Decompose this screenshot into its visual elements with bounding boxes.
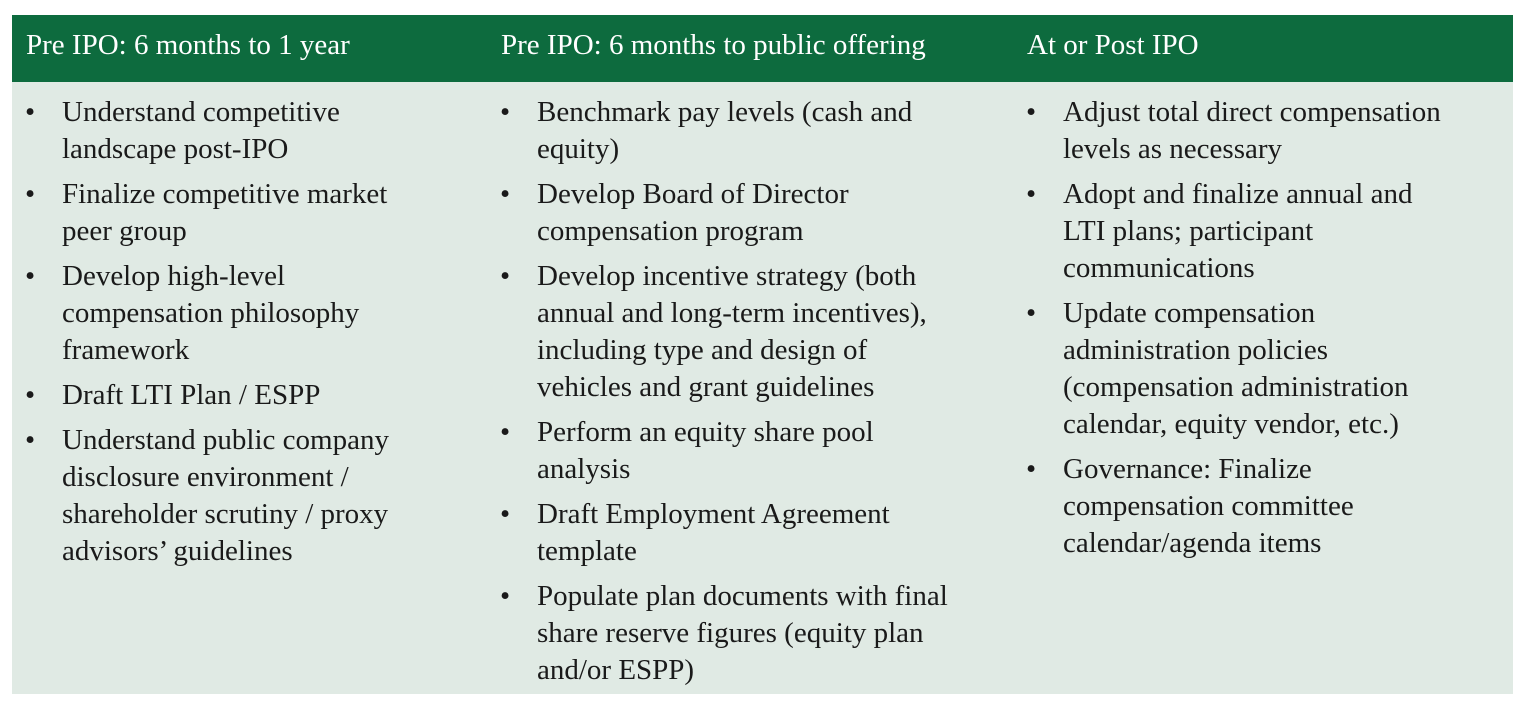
- list-item-line: levels as necessary: [1063, 133, 1283, 165]
- list-item-line: calendar, equity vendor, etc.): [1063, 408, 1399, 440]
- list-item-line: Draft Employment Agreement: [537, 498, 890, 530]
- list-item-line: compensation program: [537, 215, 804, 247]
- list-item: [500, 94, 1000, 168]
- list-item-line: Develop incentive strategy (both: [537, 260, 917, 292]
- table-body-row: [12, 82, 1513, 694]
- bullet-icon: •: [1026, 453, 1037, 485]
- column-pre-ipo-public-offering: [500, 94, 1000, 697]
- bullet-list: [500, 94, 1000, 689]
- list-item: [1026, 295, 1506, 443]
- list-item: [500, 578, 1000, 689]
- list-item: [1026, 94, 1506, 168]
- bullet-icon: •: [1026, 178, 1037, 210]
- bullet-icon: •: [25, 260, 36, 292]
- list-item-line: Develop high-level: [62, 260, 286, 292]
- list-item-line: compensation philosophy: [62, 297, 360, 329]
- list-item: [1026, 451, 1506, 562]
- list-item-line: Perform an equity share pool: [537, 416, 874, 448]
- list-item-line: analysis: [537, 453, 631, 485]
- list-item-line: framework: [62, 334, 190, 366]
- list-item: [1026, 176, 1506, 287]
- list-item: [500, 414, 1000, 488]
- list-item-line: Finalize competitive market: [62, 178, 388, 210]
- list-item: [25, 94, 465, 168]
- bullet-icon: •: [500, 498, 511, 530]
- list-item-line: administration policies: [1063, 334, 1328, 366]
- list-item-line: landscape post-IPO: [62, 133, 289, 165]
- bullet-icon: •: [25, 178, 36, 210]
- list-item: [25, 176, 465, 250]
- list-item-line: compensation committee: [1063, 490, 1354, 522]
- list-item: [25, 258, 465, 369]
- bullet-icon: •: [500, 178, 511, 210]
- list-item-line: Update compensation: [1063, 297, 1316, 329]
- bullet-list: [25, 94, 465, 570]
- list-item-line: Populate plan documents with final: [537, 580, 948, 612]
- list-item-line: and/or ESPP): [537, 654, 695, 686]
- list-item-line: (compensation administration: [1063, 371, 1409, 403]
- bullet-icon: •: [25, 424, 36, 456]
- list-item-line: Develop Board of Director: [537, 178, 849, 210]
- bullet-icon: •: [1026, 96, 1037, 128]
- bullet-icon: •: [500, 416, 511, 448]
- list-item-line: Governance: Finalize: [1063, 453, 1312, 485]
- list-item-line: Benchmark pay levels (cash and: [537, 96, 913, 128]
- bullet-icon: •: [500, 580, 511, 612]
- bullet-icon: •: [25, 379, 36, 411]
- header-at-or-post-ipo: At or Post IPO: [1027, 29, 1199, 61]
- list-item-line: Understand public company: [62, 424, 389, 456]
- list-item-line: Understand competitive: [62, 96, 340, 128]
- column-pre-ipo-1-year: [25, 94, 465, 578]
- list-item-line: equity): [537, 133, 620, 165]
- list-item-line: calendar/agenda items: [1063, 527, 1322, 559]
- list-item: [500, 496, 1000, 570]
- list-item: [500, 258, 1000, 406]
- list-item-line: Adopt and finalize annual and: [1063, 178, 1413, 210]
- list-item-line: advisors’ guidelines: [62, 535, 293, 567]
- list-item-line: shareholder scrutiny / proxy: [62, 498, 389, 530]
- list-item: [500, 176, 1000, 250]
- list-item-line: communications: [1063, 252, 1255, 284]
- list-item-line: annual and long-term incentives),: [537, 297, 927, 329]
- list-item: [25, 377, 465, 414]
- bullet-icon: •: [25, 96, 36, 128]
- header-pre-ipo-public-offering: Pre IPO: 6 months to public offering: [501, 29, 926, 61]
- list-item-line: including type and design of: [537, 334, 868, 366]
- list-item-line: Adjust total direct compensation: [1063, 96, 1441, 128]
- list-item-line: LTI plans; participant: [1063, 215, 1314, 247]
- bullet-icon: •: [500, 96, 511, 128]
- list-item-line: vehicles and grant guidelines: [537, 371, 875, 403]
- bullet-icon: •: [1026, 297, 1037, 329]
- list-item-line: template: [537, 535, 637, 567]
- list-item-line: Draft LTI Plan / ESPP: [62, 379, 321, 411]
- table-header-row: [12, 15, 1513, 82]
- ipo-timeline-table: [12, 15, 1513, 694]
- bullet-icon: •: [500, 260, 511, 292]
- header-pre-ipo-1-year: Pre IPO: 6 months to 1 year: [26, 29, 350, 61]
- list-item: [25, 422, 465, 570]
- bullet-list: [1026, 94, 1506, 562]
- list-item-line: share reserve figures (equity plan: [537, 617, 924, 649]
- list-item-line: disclosure environment /: [62, 461, 349, 493]
- list-item-line: peer group: [62, 215, 187, 247]
- column-at-or-post-ipo: [1026, 94, 1506, 570]
